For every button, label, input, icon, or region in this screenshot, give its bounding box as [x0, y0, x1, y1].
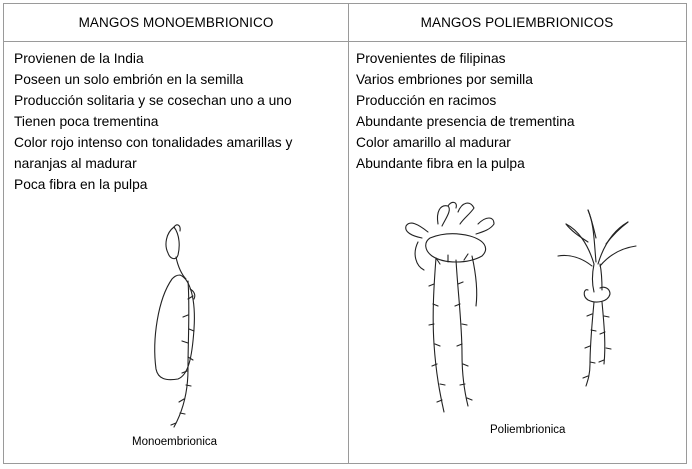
list-item: Abundante fibra en la pulpa [356, 156, 525, 171]
monoembrionic-column [4, 4, 349, 463]
list-item: Varios embriones por semilla [356, 72, 533, 87]
poliembrionic-header: MANGOS POLIEMBRIONICOS [348, 4, 686, 42]
list-item: Provienen de la India [14, 51, 144, 66]
list-item: Abundante presencia de trementina [356, 114, 575, 129]
list-item: Provenientes de filipinas [356, 51, 506, 66]
list-item: Producción solitaria y se cosechan uno a uno [14, 93, 292, 108]
poliembrionic-caption: Poliembrionica [490, 424, 566, 436]
monoembrionic-seed-drawing [144, 219, 234, 434]
poliembrionic-list [348, 42, 686, 174]
list-item: Color amarillo al madurar [356, 135, 511, 150]
list-item: Tienen poca trementina [14, 114, 159, 129]
poliembrionic-seedling-drawing [548, 204, 643, 389]
comparison-table [3, 3, 687, 464]
poliembrionic-seed-drawing [378, 194, 528, 419]
poliembrionic-column [348, 4, 686, 463]
monoembrionic-header: MANGOS MONOEMBRIONICO [4, 4, 348, 42]
list-item: Producción en racimos [356, 93, 497, 108]
monoembrionic-caption: Monoembrionica [132, 436, 218, 448]
list-item: Poseen un solo embrión en la semilla [14, 72, 244, 87]
list-item: Poca fibra en la pulpa [14, 177, 148, 192]
monoembrionic-list [4, 42, 348, 195]
list-item: Color rojo intenso con tonalidades amarillas y naranjas al madurar [14, 135, 293, 171]
